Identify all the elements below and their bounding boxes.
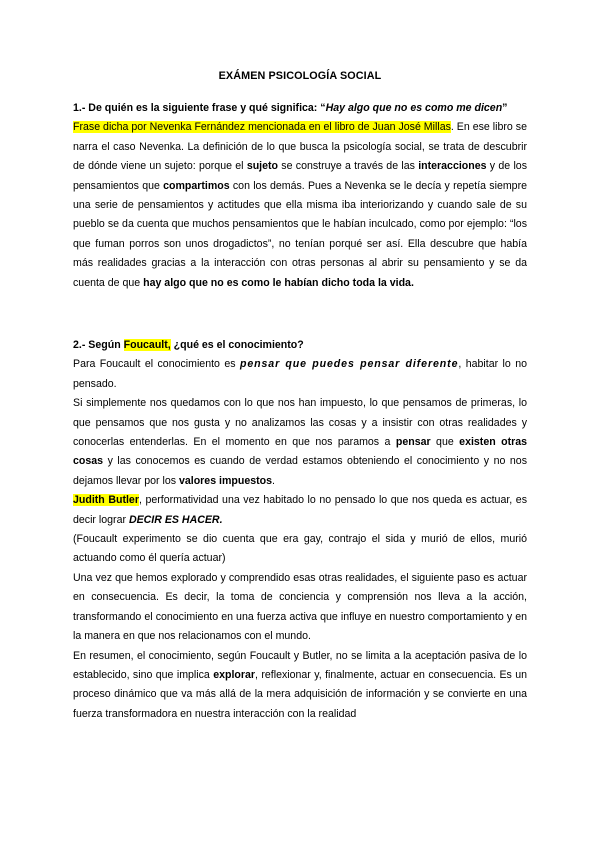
body-text: En resumen, el conocimiento, según Foucault y Butler, no se limita a la aceptación pasiva de lo establecido, sino que implica [73,649,527,681]
document-title: EXÁMEN PSICOLOGÍA SOCIAL [218,70,382,82]
section-1 [73,99,527,293]
body-text: , habitar lo no pensado. [73,358,527,390]
question-1-quote: Hay algo que no es como me dicen [325,102,503,114]
body-text: con los demás. Pues a Nevenka se le decía y repetía siempre una serie de pensamientos y actitudes que ella misma iba interiorizando y cuando sale de su pueblo se da cuenta que muchos pensamientos que le habían inculcado, como por ejemplo: “los que fuman porros son unos drogadictos”, no tenían porqué ser así. Ella descubre que había más realidades gracias a la interacción con otras personas al abrir su pensamiento y se da cuenta de que [73,179,527,289]
bold-term-pensar: pensar [395,436,431,449]
question-1-prefix: 1.- De quién es la siguiente frase y qué significa: “ [73,102,326,114]
section-1-paragraph [73,99,527,293]
paragraph-2 [73,394,527,491]
body-text: y las conocemos es cuando de verdad estamos obteniendo el conocimiento y no nos dejamos llevar por los [73,455,527,487]
question-2-prefix: 2.- Según [73,339,124,351]
body-text: Para Foucault el conocimiento es [73,358,240,371]
paragraph-6 [73,647,527,725]
body-text: se construye a través de las [278,160,419,173]
paragraph-4: (Foucault experimento se dio cuenta que era gay, contrajo el sida y murió de ellos, murió actuando como él quería actuar) [73,533,527,565]
body-text: , reflexionar y, finalmente, actuar en consecuencia. Es un proceso dinámico que va más allá de la mera adquisición de información y se convierte en una fuerza transformadora en nuestra interacción con la realidad [73,668,528,720]
bold-term-interacciones: interacciones [418,160,487,173]
bold-italic-phrase: pensar que puedes pensar diferente [239,358,459,371]
paragraph-3 [73,491,527,530]
highlighted-answer: Frase dicha por Nevenka Fernández mencionada en el libro de Juan José Millas [73,121,451,134]
bold-italic-phrase: DECIR ES HACER. [128,513,223,526]
body-text: y de los pensamientos que [73,160,527,192]
body-text: . [272,474,275,487]
paragraph-1 [73,355,527,394]
question-1-suffix: ” [502,102,508,114]
question-2-heading [73,336,527,355]
paragraph-5: Una vez que hemos explorado y comprendido esas otras realidades, el siguiente paso es actuar en consecuencia. Es decir, la toma de conciencia y comprensión nos lleva a la acción, transformando el conocimiento en una fuerza activa que influye en nuestro comportamiento y en la manera en que nos relacionamos con el mundo. [73,571,527,643]
body-text: . En ese libro se narra el caso Nevenka. La definición de lo que busca la psicología social, se trata de descubrir de dónde viene un sujeto: porque el [73,121,527,173]
body-text: que [430,436,460,449]
bold-term-compartimos: compartimos [163,179,230,192]
bold-conclusion: hay algo que no es como le habían dicho toda la vida. [143,276,414,289]
question-2-suffix: ¿qué es el conocimiento? [170,339,304,351]
body-text: , performatividad una vez habitado lo no pensado lo que nos queda es actuar, es decir lograr [73,494,527,526]
body-text: Si simplemente nos quedamos con lo que nos han impuesto, lo que pensamos de primeras, lo que pensamos que nos gusta y no analizamos las cosas y a insistir con otras realidades y conocerlas entenderlas. En el momento en que nos paramos a [73,397,527,449]
bold-term-valores: valores impuestos [178,474,273,487]
question-2-highlight: Foucault, [123,339,171,351]
bold-term-explorar: explorar [213,668,256,681]
bold-term-existen: existen otras cosas [73,436,528,468]
bold-term-sujeto: sujeto [246,160,279,173]
highlighted-name-butler: Judith Butler [73,494,139,507]
section-2 [73,336,527,724]
